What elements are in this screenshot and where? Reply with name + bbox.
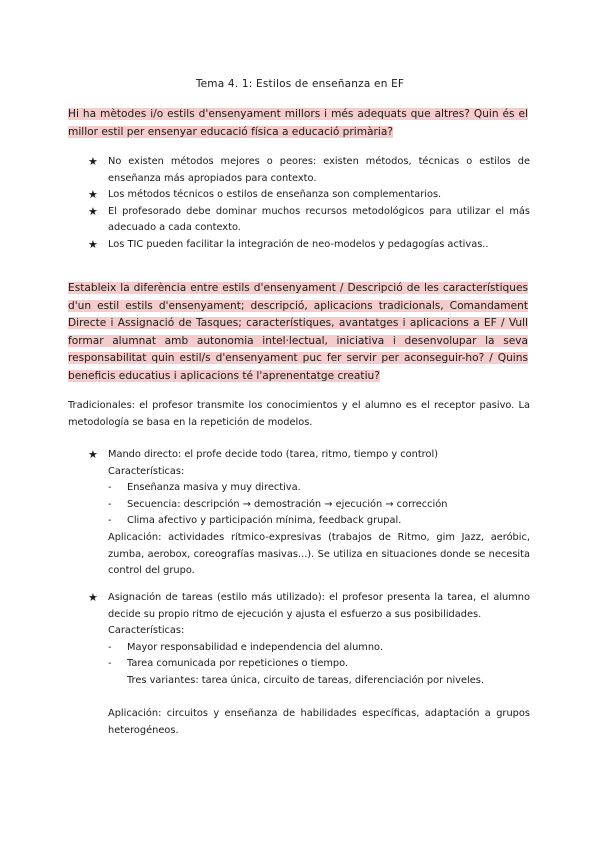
list-item: - Mayor responsabilidad e independencia del alumno. (108, 640, 530, 657)
list-item: - Secuencia: descripción → demostración → ejecución → corrección (108, 497, 530, 514)
star-bullet-icon: ★ (88, 204, 98, 218)
star-bullet-icon: ★ (88, 188, 98, 202)
traditional-paragraph: Tradicionales: el profesor transmite los conocimientos y el alumno es el receptor pasivo. La metodología se basa en la repetición de modelos. (68, 400, 530, 428)
list-item: ★ No existen métodos mejores o peores: existen métodos, técnicas o estilos de enseñanza más apropiados para contexto. (88, 155, 530, 184)
application-text: Aplicación: circuitos y enseñanza de habilidades específicas, adaptación a grupos heterogéneos. (108, 708, 530, 736)
question-1-text: Hi ha mètodes i/o estils d'ensenyament millors i més adequats que altres? Quin és el millor estil per ensenyar educació física a educació primària? (68, 108, 528, 138)
asignacion-tareas-section (88, 590, 530, 690)
list-item: ★ Los TIC pueden facilitar la integración de neo-modelos y pedagogías activas.. (88, 237, 530, 254)
dash-bullet-icon: - (108, 482, 112, 494)
list-item: ★ Los métodos técnicos o estilos de enseñanza son complementarios. (88, 187, 530, 204)
star-bullet-icon: ★ (88, 155, 98, 168)
characteristics-list (88, 480, 530, 530)
star-bullet-icon: ★ (88, 591, 98, 604)
characteristics-list (88, 640, 530, 673)
characteristics-label: Características: (108, 625, 185, 637)
answer-bullet-list (88, 154, 530, 254)
question-1 (68, 106, 528, 141)
variants-text: Tres variantes: tarea única, circuito de tareas, diferenciación por niveles. (127, 674, 484, 686)
question-2-text: Estableix la diferència entre estils d'ensenyament / Descripció de les característiques d'un estil estils d'ensenyament; descripció, aplicacions tradicionals, Comandament Directe i Assignació de Tasques; característiques, avantatges i aplicacions a EF / Vull formar alumnat amb autonomia intel·lectual, iniciativa i desenvolupar la seva responsabilitat quin estil/s d'ensenyament puc fer servir per aconseguir-ho? / Quins beneficis educatius i aplicacions té l'aprenentatge creatiu? (68, 282, 528, 382)
dash-bullet-icon: - (108, 641, 112, 653)
star-bullet-icon: ★ (88, 448, 98, 461)
list-item: - Enseñanza masiva y muy directiva. (108, 480, 530, 497)
list-item: - Clima afectivo y participación mínima, feedback grupal. (108, 513, 530, 530)
question-2 (68, 280, 528, 385)
section-heading: ★ Asignación de tareas (estilo más utilizado): el profesor presenta la tarea, el alumno decide su propio ritmo de ejecución y ajusta el esfuerzo a sus posibilidades. (88, 591, 530, 620)
dash-bullet-icon: - (108, 515, 112, 527)
list-item: - Tarea comunicada por repeticiones o tiempo. (108, 656, 530, 673)
section-heading: ★ Mando directo: el profe decide todo (tarea, ritmo, tiempo y control) (88, 447, 530, 464)
application-text: Aplicación: actividades rítmico-expresivas (trabajos de Ritmo, gim Jazz, aeróbic, zumba, aerobox, coreografías masivas...). Se utiliza en situaciones donde se necesita control del grupo. (108, 531, 530, 577)
mando-directo-section (88, 447, 530, 580)
list-item: ★ El profesorado debe dominar muchos recursos metodológicos para utilizar el más adecuado a cada contexto. (88, 204, 530, 234)
dash-bullet-icon: - (108, 498, 112, 510)
characteristics-label: Características: (108, 465, 185, 477)
page-title: Tema 4. 1: Estilos de enseñanza en EF (195, 78, 405, 90)
dash-bullet-icon: - (108, 658, 112, 670)
star-bullet-icon: ★ (88, 237, 98, 251)
